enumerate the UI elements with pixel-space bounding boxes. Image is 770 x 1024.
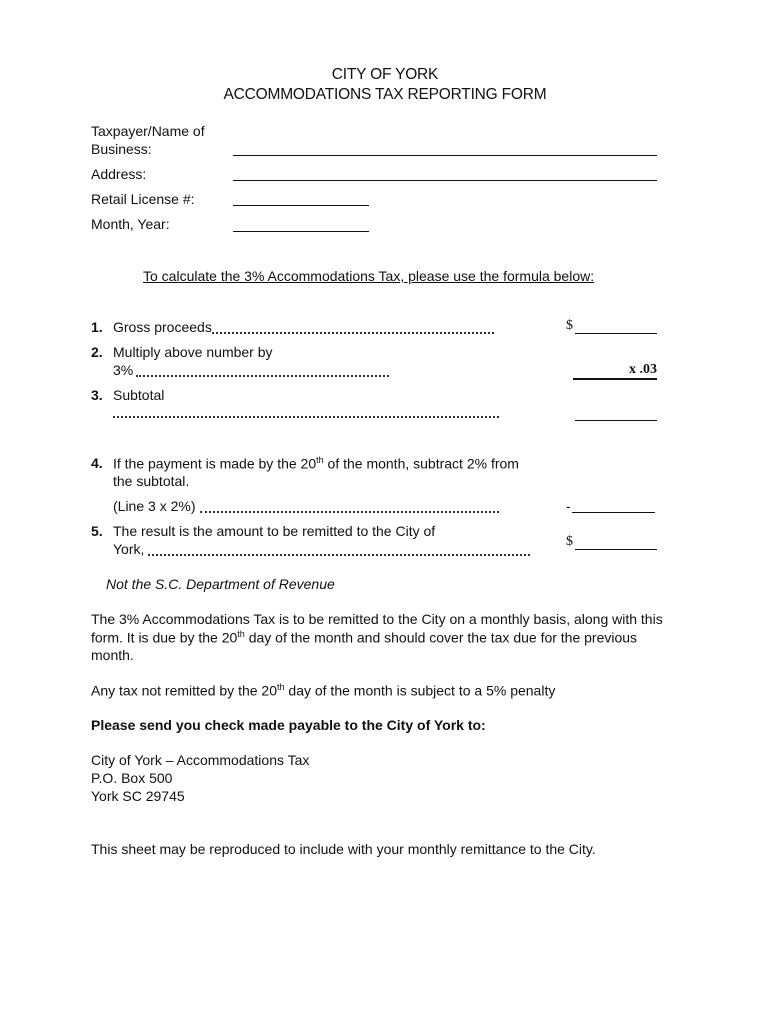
remit-label-cont: York, [113, 541, 145, 557]
multiplier-field[interactable]: x .03 [573, 362, 657, 380]
mail-address-line3: York SC 29745 [91, 788, 185, 804]
taxpayer-label: Taxpayer/Name of [91, 123, 205, 139]
discount-text-a: If the payment is made by the 20 [113, 455, 317, 472]
dot-leader [200, 511, 499, 513]
business-name-field[interactable] [233, 155, 657, 156]
superscript: th [237, 629, 245, 639]
item-number: 2. [91, 344, 103, 360]
info-text: day of the month and should cover the tax due for the previous [244, 629, 638, 646]
info-text: form. It is due by the 20 [91, 629, 238, 646]
month-year-field[interactable] [233, 231, 369, 232]
info-paragraph-line1: The 3% Accommodations Tax is to be remitted to the City on a monthly basis, along with this [91, 611, 663, 627]
minus-sign: - [566, 498, 571, 514]
info-paragraph-line3: month. [91, 647, 134, 663]
gross-proceeds-field[interactable] [575, 333, 657, 334]
remit-label: The result is the amount to be remitted to the City of [113, 523, 436, 539]
discount-label-cont: the subtotal. [113, 473, 190, 489]
discount-field[interactable] [572, 512, 655, 513]
subtotal-field[interactable] [575, 420, 657, 421]
note: Not the S.C. Department of Revenue [106, 576, 335, 592]
superscript: th [277, 682, 285, 692]
item-number: 4. [91, 455, 103, 471]
subtotal-label: Subtotal [113, 387, 165, 403]
discount-formula-label: (Line 3 x 2%) [113, 498, 196, 514]
penalty-text-b: day of the month is subject to a 5% penalty [284, 682, 556, 699]
dollar-sign: $ [566, 318, 573, 333]
business-label: Business: [91, 141, 152, 157]
gross-proceeds-label: Gross proceeds [113, 319, 212, 335]
address-label: Address: [91, 166, 147, 182]
form-title-city: CITY OF YORK [331, 66, 439, 83]
remit-amount-field[interactable] [575, 549, 657, 550]
dot-leader [113, 416, 499, 418]
item-number: 1. [91, 319, 103, 335]
dollar-sign: $ [566, 534, 573, 549]
address-field[interactable] [233, 180, 657, 181]
multiply-label: Multiply above number by [113, 344, 273, 360]
license-label: Retail License #: [91, 191, 195, 207]
footer-note: This sheet may be reproduced to include with your monthly remittance to the City. [91, 841, 596, 857]
license-field[interactable] [233, 205, 369, 206]
month-year-label: Month, Year: [91, 216, 170, 232]
dot-leader [148, 554, 530, 556]
mail-address-line2: P.O. Box 500 [91, 770, 173, 786]
dot-leader [136, 375, 389, 377]
send-heading: Please send you check made payable to the City of York to: [91, 717, 486, 733]
penalty-text-a: Any tax not remitted by the 20 [91, 682, 277, 699]
discount-label [113, 455, 519, 472]
superscript: th [316, 455, 324, 465]
formula-heading: To calculate the 3% Accommodations Tax, please use the formula below: [143, 268, 595, 284]
multiply-label-rate: 3% [113, 362, 134, 378]
discount-text-b: of the month, subtract 2% from [323, 455, 519, 472]
info-paragraph-line2 [91, 629, 637, 646]
item-number: 5. [91, 523, 103, 539]
penalty-text [91, 682, 555, 699]
form-title: ACCOMMODATIONS TAX REPORTING FORM [223, 86, 547, 103]
item-number: 3. [91, 387, 103, 403]
mail-address-line1: City of York – Accommodations Tax [91, 752, 310, 768]
dot-leader [212, 332, 494, 334]
